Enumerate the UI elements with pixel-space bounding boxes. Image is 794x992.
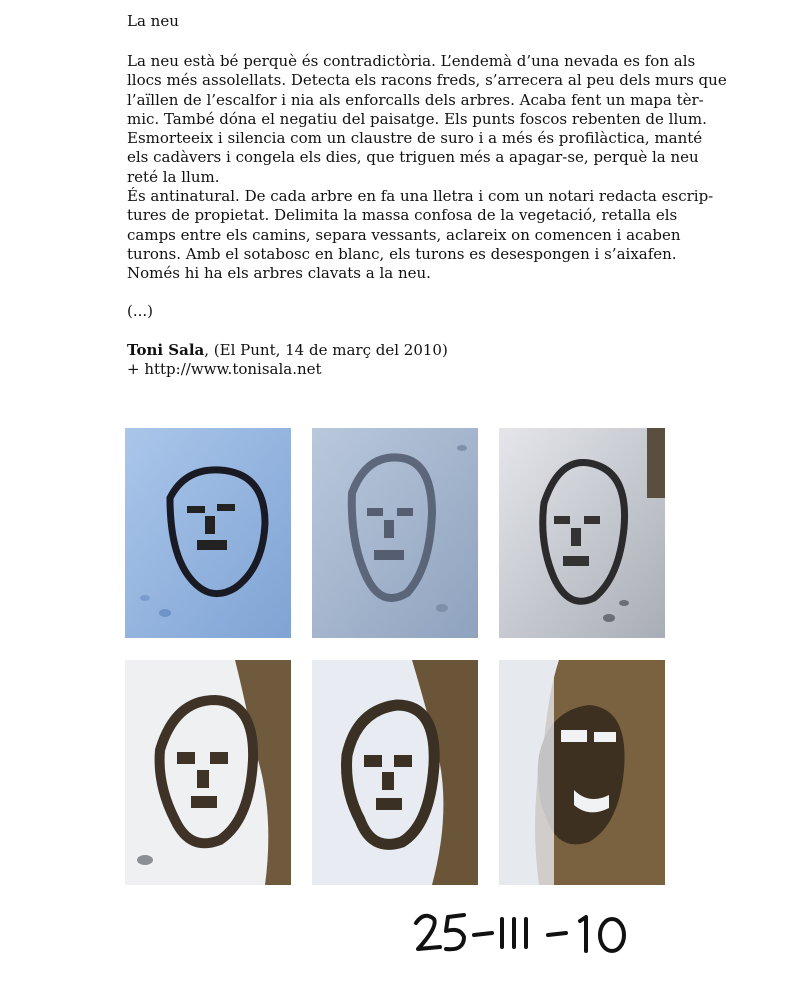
snow-face-photo-5 <box>312 660 478 885</box>
text-line: camps entre els camins, separa vessants, aclareix on comencen i acaben <box>127 225 681 244</box>
paragraph-2 <box>127 187 714 283</box>
text-line: tures de propietat. Delimita la massa confosa de la vegetació, retalla els <box>127 206 678 225</box>
snow-face-photo-4 <box>125 660 291 885</box>
source-citation: , (El Punt, 14 de març del 2010) <box>204 341 448 359</box>
text-line: reté la llum. <box>127 167 220 186</box>
text-line: turons. Amb el sotabosc en blanc, els turons es desespongen i s’aixafen. <box>127 244 677 263</box>
paragraph-1 <box>127 52 727 187</box>
author-line <box>127 341 448 360</box>
text-line: mic. També dóna el negatiu del paisatge. Els punts foscos rebenten de llum. <box>127 109 707 128</box>
snow-face-photo-2 <box>312 428 478 638</box>
text-line: l’aïllen de l’escalfor i nia als enforcalls dels arbres. Acaba fent un mapa tèr- <box>127 90 704 109</box>
document-title: La neu <box>127 12 179 30</box>
text-line: Esmorteeix i silencia com un claustre de suro i a més és profilàctica, manté <box>127 129 703 148</box>
text-line: llocs més assolellats. Detecta els racons freds, s’arrecera al peu dels murs que <box>127 71 727 90</box>
article-body <box>127 52 727 284</box>
snow-face-photo-6 <box>499 660 665 885</box>
text-line: els cadàvers i congela els dies, que triguen més a apagar-se, perquè la neu <box>127 148 699 167</box>
author-name: Toni Sala <box>127 341 205 359</box>
handwritten-date <box>410 905 635 965</box>
signature-block <box>127 341 448 380</box>
text-line: Només hi ha els arbres clavats a la neu. <box>127 264 431 283</box>
text-line: La neu està bé perquè és contradictòria. L’endemà d’una nevada es fon als <box>127 52 696 70</box>
snow-face-photo-3 <box>499 428 665 638</box>
author-link[interactable]: + http://www.tonisala.net <box>127 360 322 379</box>
text-line: És antinatural. De cada arbre en fa una lletra i com un notari redacta escrip- <box>127 187 714 206</box>
snow-face-photo-1 <box>125 428 291 638</box>
ellipsis-text: (...) <box>127 302 154 320</box>
